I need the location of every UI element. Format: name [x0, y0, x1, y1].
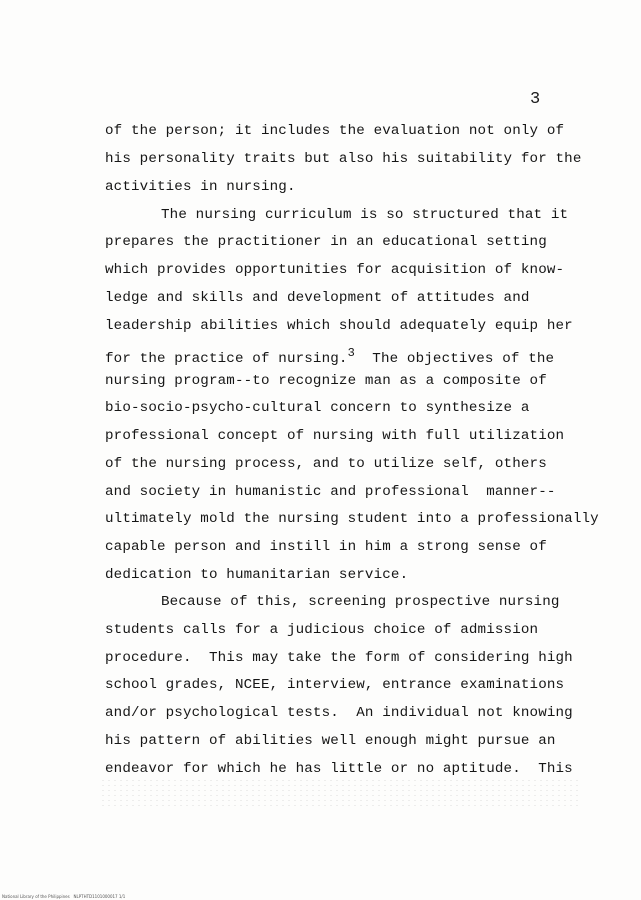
- text-line: and/or psychological tests. An individual not knowing: [105, 705, 573, 721]
- text-line: professional concept of nursing with full utilization: [105, 428, 565, 444]
- text-line: dedication to humanitarian service.: [105, 567, 409, 583]
- paragraph-start-line: Because of this, screening prospective nursing: [161, 594, 560, 610]
- text-line: activities in nursing.: [105, 179, 296, 195]
- text-line: prepares the practitioner in an educational setting: [105, 234, 547, 250]
- text-line: and society in humanistic and professional manner--: [105, 484, 556, 500]
- text-line-with-footnote: [105, 344, 554, 368]
- text-line: nursing program--to recognize man as a composite of: [105, 373, 547, 389]
- text-line: students calls for a judicious choice of admission: [105, 622, 539, 638]
- text-segment: for the practice of nursing.: [105, 351, 348, 367]
- text-line: capable person and instill in him a strong sense of: [105, 539, 547, 555]
- text-line: of the person; it includes the evaluation not only of: [105, 123, 565, 139]
- text-line: ledge and skills and development of attitudes and: [105, 290, 530, 306]
- text-segment: The objectives of the: [354, 351, 555, 367]
- text-line: ultimately mold the nursing student into a professionally: [105, 511, 599, 527]
- text-line: school grades, NCEE, interview, entrance examinations: [105, 677, 565, 693]
- text-line: procedure. This may take the form of considering high: [105, 650, 573, 666]
- scan-footer: National Library of the Philippines NLPTHTD1101000017 1/1: [2, 894, 126, 899]
- text-line: of the nursing process, and to utilize self, others: [105, 456, 547, 472]
- text-line: his pattern of abilities well enough might pursue an: [105, 733, 556, 749]
- text-line: leadership abilities which should adequately equip her: [105, 318, 573, 334]
- footnote-marker: 3: [347, 346, 355, 360]
- paragraph-start-line: The nursing curriculum is so structured that it: [161, 207, 569, 223]
- text-line: which provides opportunities for acquisition of know-: [105, 262, 565, 278]
- scan-noise: [100, 778, 580, 808]
- page-number: 3: [530, 90, 541, 109]
- text-line: endeavor for which he has little or no aptitude. This: [105, 761, 573, 777]
- text-line: bio-socio-psycho-cultural concern to synthesize a: [105, 400, 530, 416]
- text-line: his personality traits but also his suitability for the: [105, 151, 582, 167]
